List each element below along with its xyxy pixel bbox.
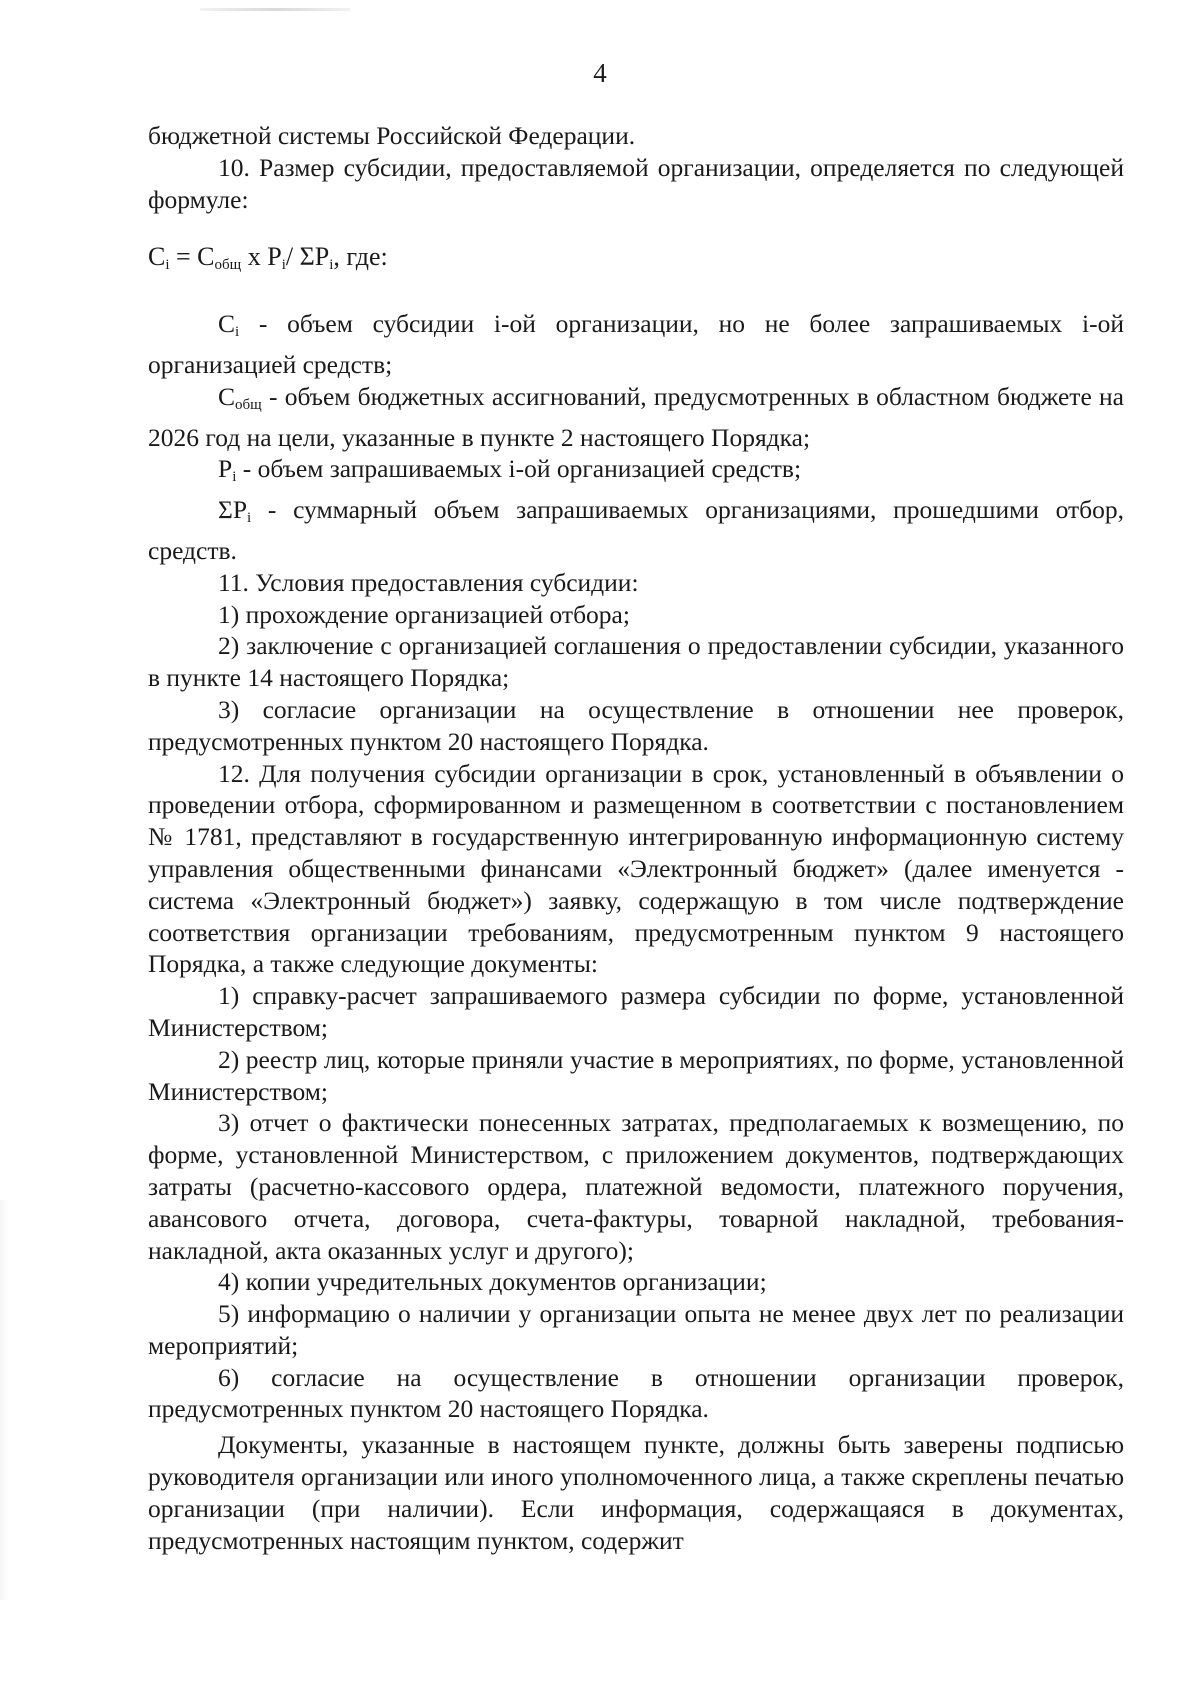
document-body (148, 120, 1124, 1556)
condition-item-1: 1) прохождение организацией отбора; (218, 599, 630, 629)
paragraph-11: 11. Условия предоставления субсидии: (218, 567, 639, 597)
document-item-3: 3) отчет о фактически понесенных затратах, предполагаемых к возмещению, по форме, установленной Министерством, с приложением документов, подтверждающих затраты (расчетно-кассового ордера, платежной ведомости, платежного поручения, авансового отчета, договора, счета-фактуры, товарной накладной, требования-накладной, акта оказанных услуг и другого); (148, 1108, 1124, 1265)
document-item-5: 5) информацию о наличии у организации опыта не менее двух лет по реализации мероприятий; (148, 1299, 1124, 1360)
paragraph-continuation: бюджетной системы Российской Федерации. (148, 121, 636, 150)
subsidy-formula: $C_i = C_{общ}$ x $P_i/$ $\Sigma P_i$, где: (148, 242, 388, 274)
variable-pi-definition: $P_i$ - объем запрашиваемых i-ой организацией средств; (218, 454, 802, 486)
scan-artifact (200, 8, 350, 11)
paragraph-12: 12. Для получения субсидии организации в срок, установленный в объявлении о проведении отбора, сформированном и размещенном в соответствии с постановлением № 1781, представляют в государственную интегрированную информационную систему управления общественными финансами «Электронный бюджет» (далее именуется - система «Электронный бюджет») заявку, содержащую в том числе подтверждение соответствия организации требованиям, предусмотренным пунктом 9 настоящего Порядка, а также следующие документы: (148, 758, 1124, 979)
document-item-1: 1) справку-расчет запрашиваемого размера субсидии по форме, установленной Министерством; (148, 981, 1124, 1042)
variable-ci-definition: $C_i$ - объем субсидии i-ой организации, но не более запрашиваемых i-ой организацией средств; (148, 309, 1125, 379)
document-item-6: 6) согласие на осуществление в отношении организации проверок, предусмотренных пунктом 20 настоящего Порядка. (148, 1362, 1124, 1424)
page-number: 4 (593, 58, 607, 88)
variable-ctotal-definition: $C_{общ}$ - объем бюджетных ассигнований, предусмотренных в областном бюджете на 2026 год на цели, указанные в пункте 2 настоящего Порядка; (148, 381, 1124, 452)
document-item-4: 4) копии учредительных документов организации; (218, 1267, 767, 1297)
condition-item-3: 3) согласие организации на осуществление в отношении нее проверок, предусмотренных пунктом 20 настоящего Порядка. (148, 694, 1124, 756)
variable-sum-pi-definition: $\Sigma P_i$ - суммарный объем запрашиваемых организациями, прошедшими отбор, средств. (148, 495, 1124, 565)
scan-edge-shadow (0, 1200, 8, 1600)
paragraph-documents-certification: Документы, указанные в настоящем пункте, должны быть заверены подписью руководителя организации или иного уполномоченного лица, а также скреплены печатью организации (при наличии). Если информация, содержащаяся в документах, предусмотренных настоящим пунктом, содержит (148, 1430, 1124, 1555)
document-item-2: 2) реестр лиц, которые приняли участие в мероприятиях, по форме, установленной Министерством; (148, 1044, 1124, 1106)
paragraph-10: 10. Размер субсидии, предоставляемой организации, определяется по следующей формуле: (148, 152, 1124, 214)
condition-item-2: 2) заключение с организацией соглашения о предоставлении субсидии, указанного в пункте 14 настоящего Порядка; (148, 631, 1124, 693)
